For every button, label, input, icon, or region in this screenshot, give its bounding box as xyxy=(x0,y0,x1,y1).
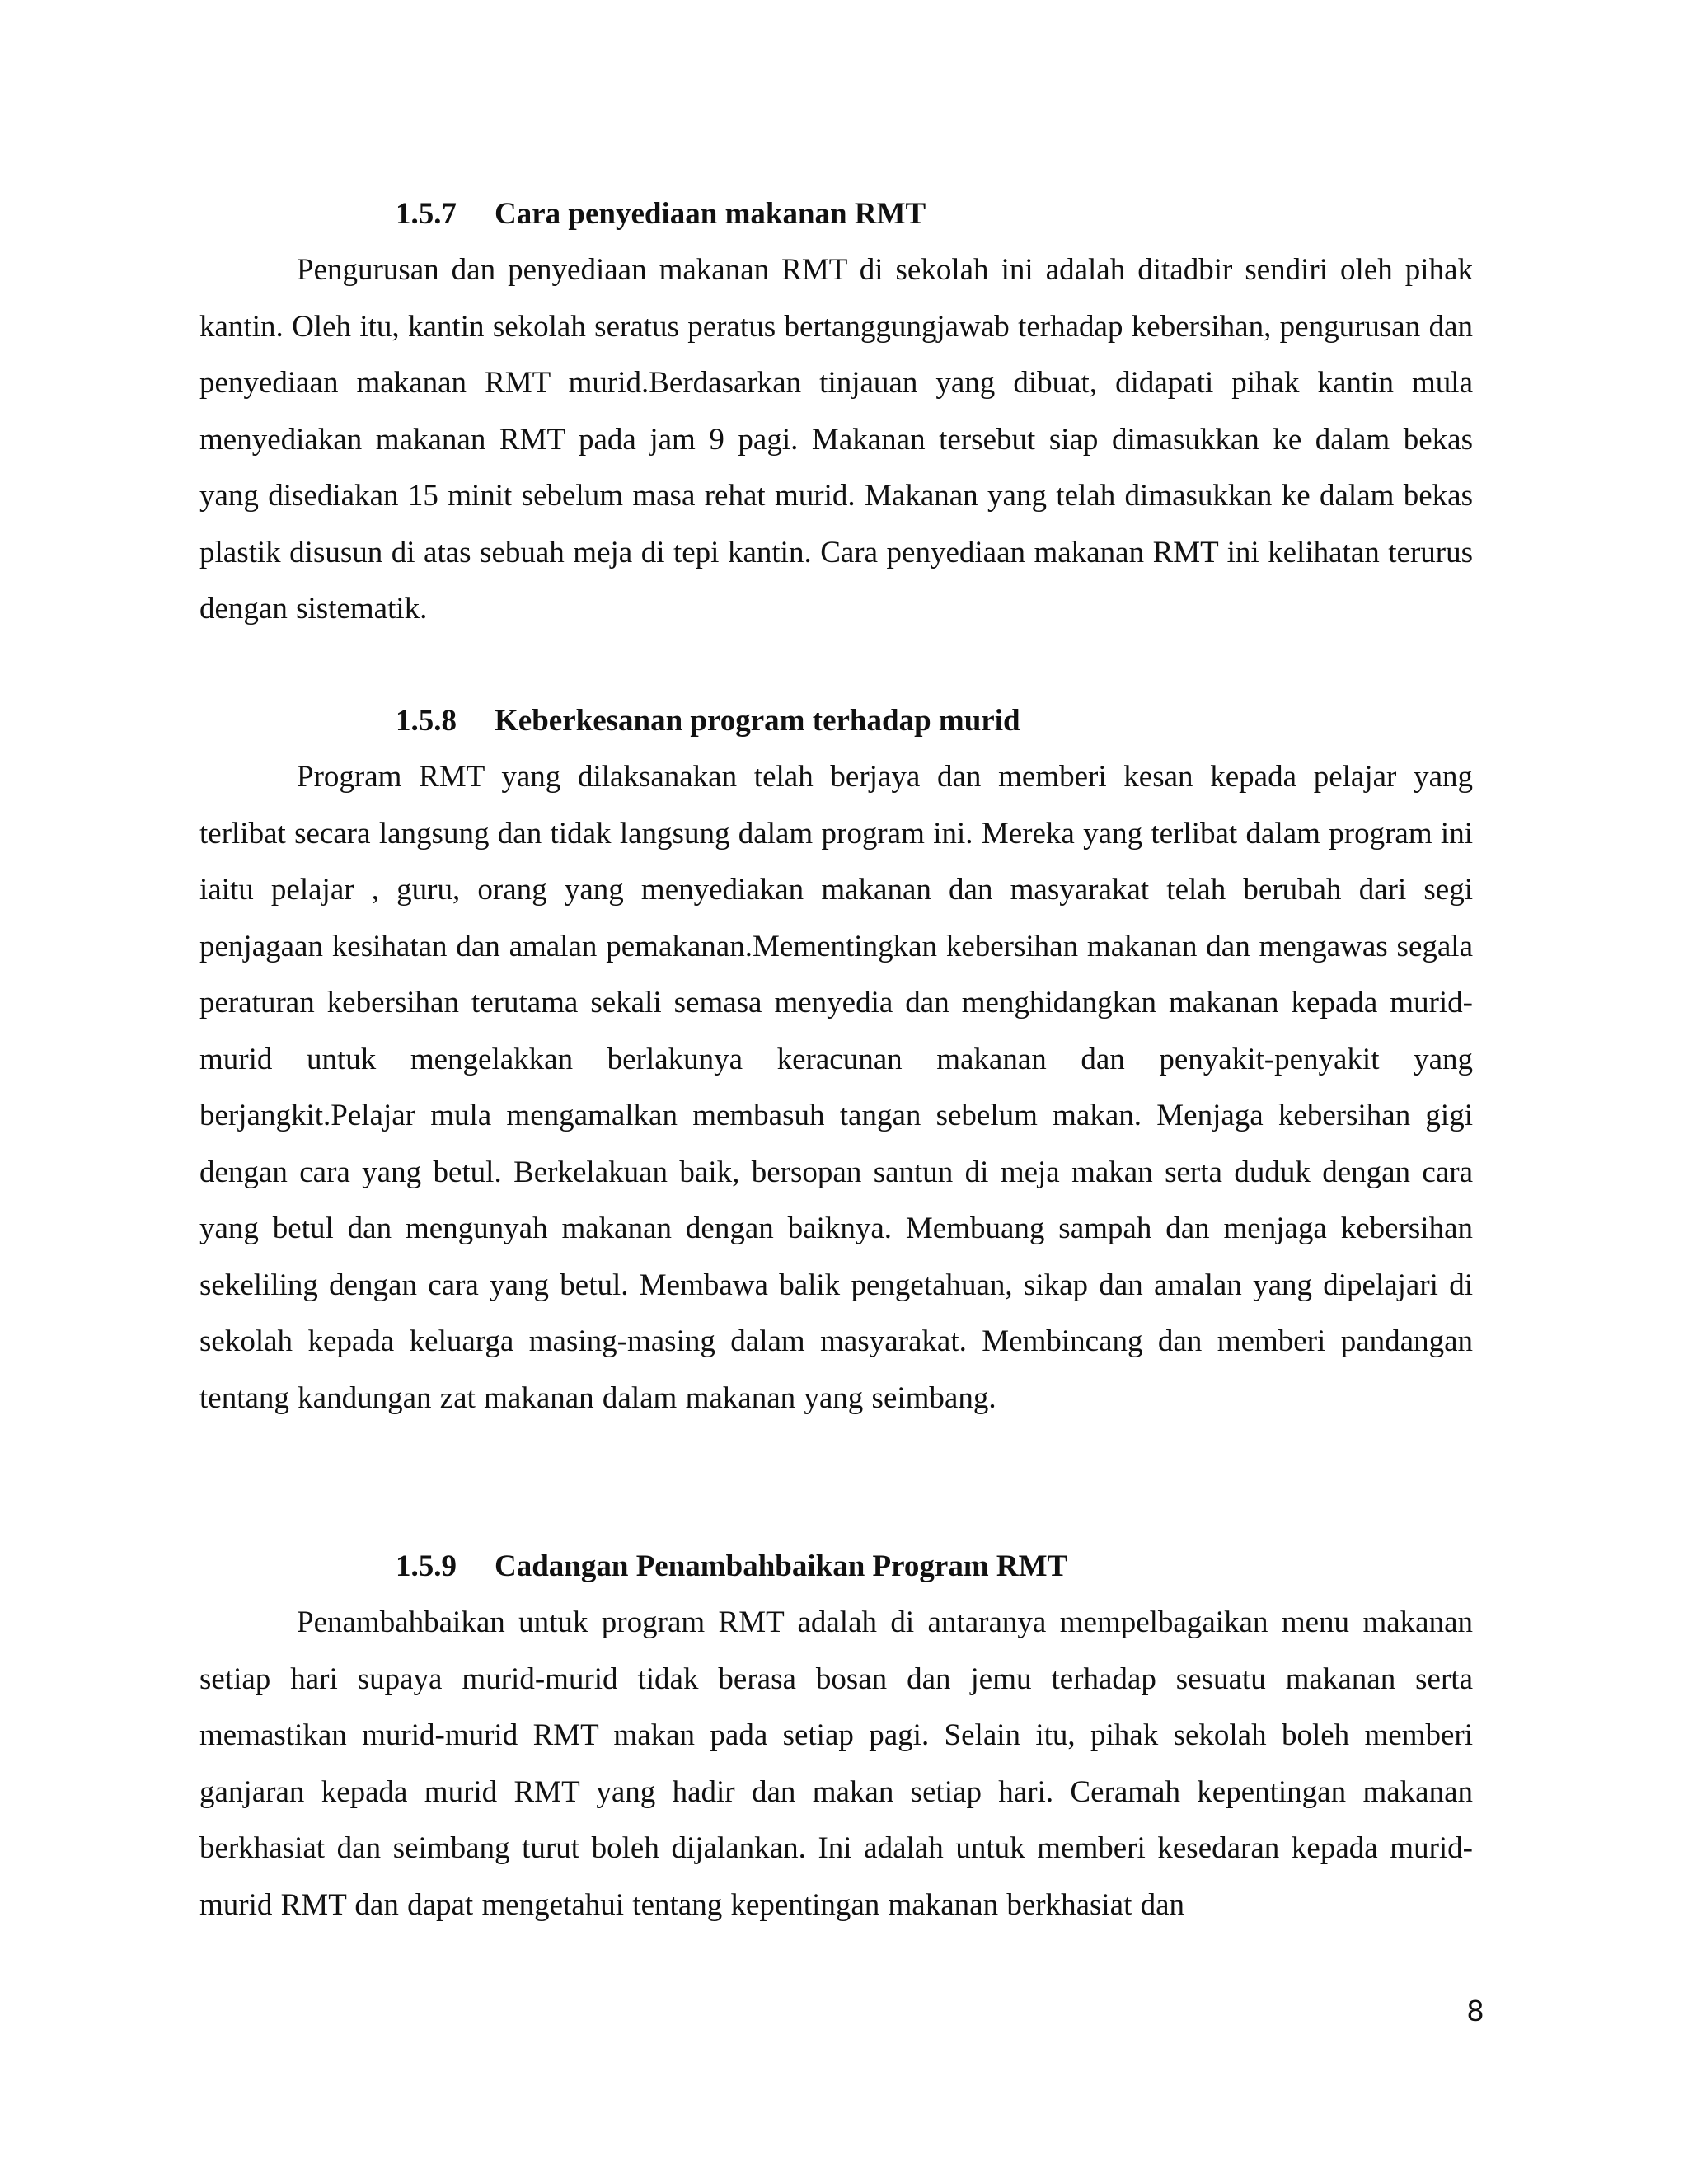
section-title: Cadangan Penambahbaikan Program RMT xyxy=(495,1549,1068,1583)
section-title: Cara penyediaan makanan RMT xyxy=(495,197,926,231)
section-paragraph: Penambahbaikan untuk program RMT adalah di antaranya mempelbagaikan menu makanan setiap hari supaya murid-murid tidak berasa bosan dan jemu terhadap sesuatu makanan serta memastikan murid-murid RMT makan pada setiap pagi. Selain itu, pihak sekolah boleh memberi ganjaran kepada murid RMT yang hadir dan makan setiap hari. Ceramah kepentingan makanan berkhasiat dan seimbang turut boleh dijalankan. Ini adalah untuk memberi kesedaran kepada murid-murid RMT dan dapat mengetahui tentang kepentingan makanan berkhasiat dan xyxy=(199,1605,1473,1922)
page-number: 8 xyxy=(1466,1994,1484,2027)
section-1-5-9 xyxy=(199,1549,1473,1933)
section-heading xyxy=(199,196,1473,232)
section-1-5-8 xyxy=(199,703,1473,1427)
section-number: 1.5.7 xyxy=(396,197,457,231)
section-heading xyxy=(199,703,1473,739)
section-number: 1.5.9 xyxy=(396,1549,457,1583)
section-1-5-7 xyxy=(199,196,1473,638)
section-paragraph: Pengurusan dan penyediaan makanan RMT di sekolah ini adalah ditadbir sendiri oleh pihak kantin. Oleh itu, kantin sekolah seratus peratus bertanggungjawab terhadap kebersihan, pengurusan dan penyediaan makanan RMT murid.Berdasarkan tinjauan yang dibuat, didapati pihak kantin mula menyediakan makanan RMT pada jam 9 pagi. Makanan tersebut siap dimasukkan ke dalam bekas yang disediakan 15 minit sebelum masa rehat murid. Makanan yang telah dimasukkan ke dalam bekas plastik disusun di atas sebuah meja di tepi kantin. Cara penyediaan makanan RMT ini kelihatan terurus dengan sistematik. xyxy=(199,253,1473,626)
section-paragraph: Program RMT yang dilaksanakan telah berjaya dan memberi kesan kepada pelajar yang terlibat secara langsung dan tidak langsung dalam program ini. Mereka yang terlibat dalam program ini iaitu pelajar , guru, orang yang menyediakan makanan dan masyarakat telah berubah dari segi penjagaan kesihatan dan amalan pemakanan.Mementingkan kebersihan makanan dan mengawas segala peraturan kebersihan terutama sekali semasa menyedia dan menghidangkan makanan kepada murid-murid untuk mengelakkan berlakunya keracunan makanan dan penyakit-penyakit yang berjangkit.Pelajar mula mengamalkan membasuh tangan sebelum makan. Menjaga kebersihan gigi dengan cara yang betul. Berkelakuan baik, bersopan santun di meja makan serta duduk dengan cara yang betul dan mengunyah makanan dengan baiknya. Membuang sampah dan menjaga kebersihan sekeliling dengan cara yang betul. Membawa balik pengetahuan, sikap dan amalan yang dipelajari di sekolah kepada keluarga masing-masing dalam masyarakat. Membincang dan memberi pandangan tentang kandungan zat makanan dalam makanan yang seimbang. xyxy=(199,760,1473,1415)
section-heading xyxy=(199,1549,1473,1585)
section-title: Keberkesanan program terhadap murid xyxy=(495,704,1020,738)
section-number: 1.5.8 xyxy=(396,704,457,738)
